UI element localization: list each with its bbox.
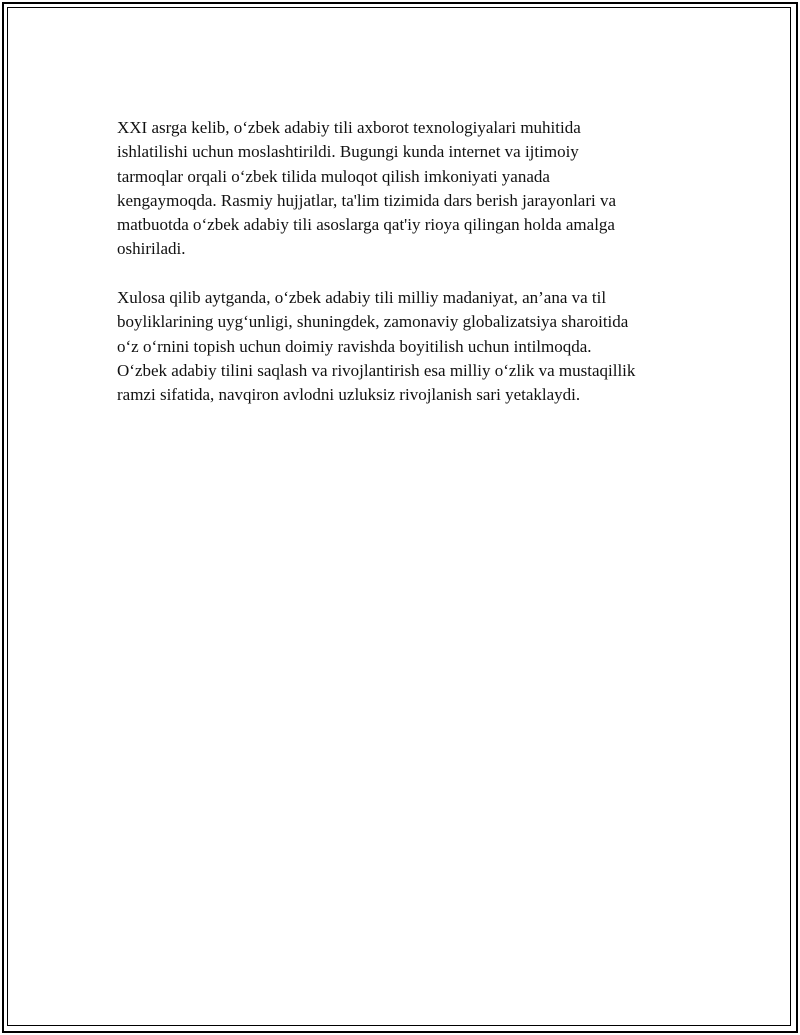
paragraph-2: Xulosa qilib aytganda, o‘zbek adabiy tili milliy madaniyat, an’ana va til boyliklarining uyg‘unligi, shuningdek, zamonaviy globalizatsiya sharoitida o‘z o‘rnini topish uchun doimiy ravishda boyitilish uchun intilmoqda. O‘zbek adabiy tilini saqlash va rivojlantirish esa milliy o‘zlik va mustaqillik ramzi sifatida, navqiron avlodni uzluksiz rivojlanish sari yetaklaydi.: [117, 288, 636, 405]
paragraph-1: XXI asrga kelib, o‘zbek adabiy tili axborot texnologiyalari muhitida ishlatilishi uchun moslashtirildi. Bugungi kunda internet va ijtimoiy tarmoqlar orqali o‘zbek tilida muloqot qilish imkoniyati yanada kengaymoqda. Rasmiy hujjatlar, ta'lim tizimida dars berish jarayonlari va matbuotda o‘zbek adabiy tili asoslarga qat'iy rioya qilingan holda amalga oshiriladi.: [117, 118, 617, 259]
document-body: [117, 116, 697, 408]
